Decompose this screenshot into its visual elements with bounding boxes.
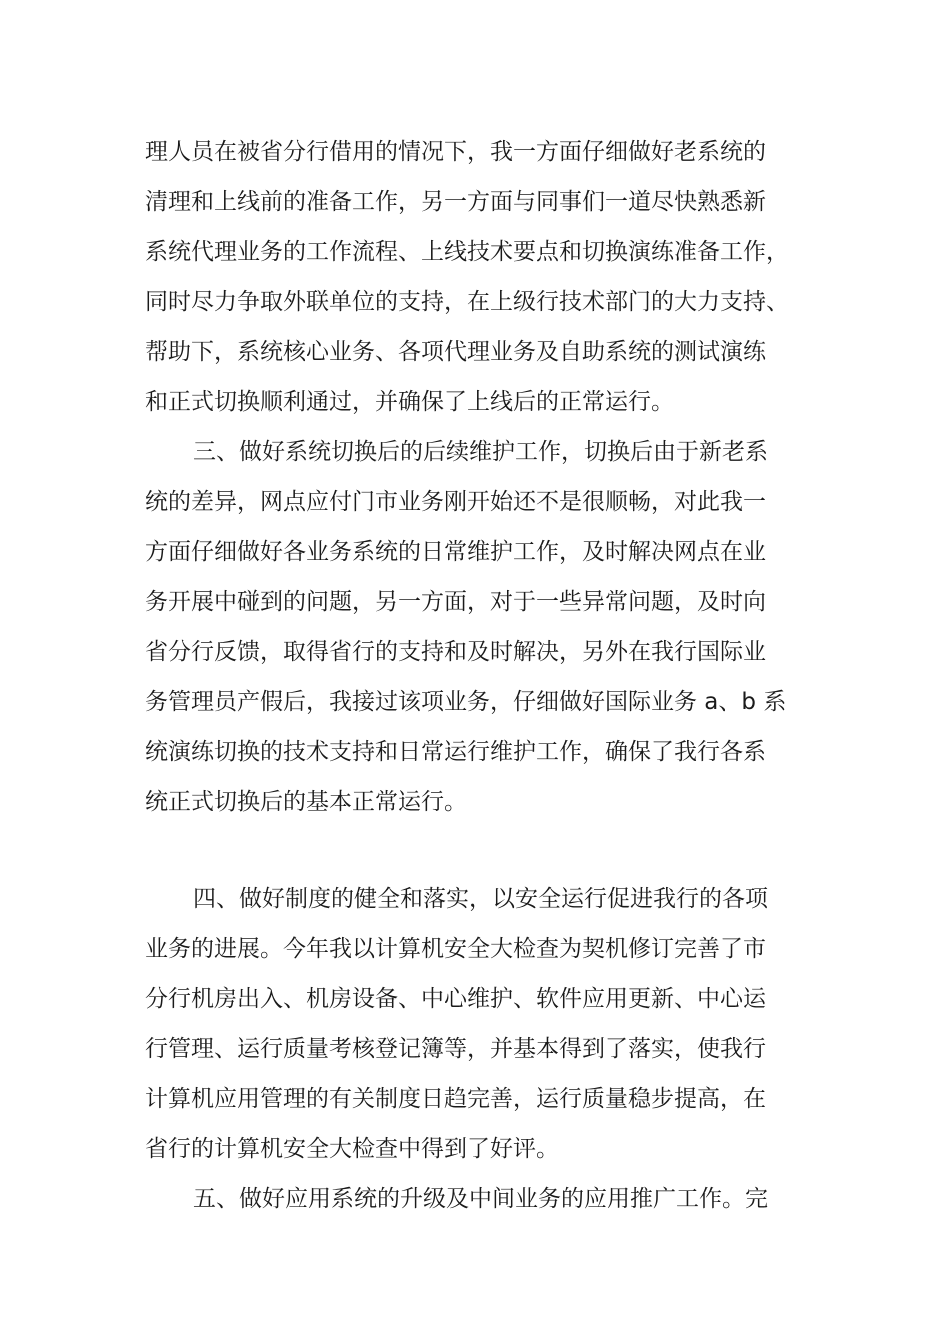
paragraph-1-line-2: 清理和上线前的准备工作，另一方面与同事们一道尽快熟悉新 <box>145 189 766 215</box>
paragraph-3-line-4: 行管理、运行质量考核登记簿等，并基本得到了落实，使我行 <box>145 1036 766 1062</box>
paragraph-1-line-4: 同时尽力争取外联单位的支持，在上级行技术部门的大力支持、 <box>145 289 789 315</box>
paragraph-1-line-5: 帮助下，系统核心业务、各项代理业务及自助系统的测试演练 <box>145 339 766 365</box>
paragraph-2-line-4: 务开展中碰到的问题，另一方面，对于一些异常问题，及时向 <box>145 589 766 615</box>
paragraph-3-line-5: 计算机应用管理的有关制度日趋完善，运行质量稳步提高，在 <box>145 1086 766 1112</box>
paragraph-2-line-7: 统演练切换的技术支持和日常运行维护工作，确保了我行各系 <box>145 739 766 765</box>
paragraph-2-line-3: 方面仔细做好各业务系统的日常维护工作，及时解决网点在业 <box>145 539 766 565</box>
paragraph-3-line-6: 省行的计算机安全大检查中得到了好评。 <box>145 1136 559 1162</box>
paragraph-1-line-6: 和正式切换顺利通过，并确保了上线后的正常运行。 <box>145 389 674 415</box>
paragraph-1-line-3: 系统代理业务的工作流程、上线技术要点和切换演练准备工作， <box>145 239 789 265</box>
paragraph-2-line-1: 三、做好系统切换后的后续维护工作，切换后由于新老系 <box>193 439 768 465</box>
paragraph-2-line-2: 统的差异，网点应付门市业务刚开始还不是很顺畅，对此我一 <box>145 489 766 515</box>
paragraph-2-line-6: 务管理员产假后，我接过该项业务，仔细做好国际业务 a、b 系 <box>145 689 787 715</box>
paragraph-1-line-1: 理人员在被省分行借用的情况下，我一方面仔细做好老系统的 <box>145 139 766 165</box>
paragraph-2-line-5: 省分行反馈，取得省行的支持和及时解决，另外在我行国际业 <box>145 639 766 665</box>
paragraph-3-line-1: 四、做好制度的健全和落实，以安全运行促进我行的各项 <box>193 886 768 912</box>
paragraph-3-line-2: 业务的进展。今年我以计算机安全大检查为契机修订完善了市 <box>145 936 766 962</box>
paragraph-2-line-8: 统正式切换后的基本正常运行。 <box>145 789 467 815</box>
paragraph-4-line-1: 五、做好应用系统的升级及中间业务的应用推广工作。完 <box>193 1186 768 1212</box>
paragraph-3-line-3: 分行机房出入、机房设备、中心维护、软件应用更新、中心运 <box>145 986 766 1012</box>
